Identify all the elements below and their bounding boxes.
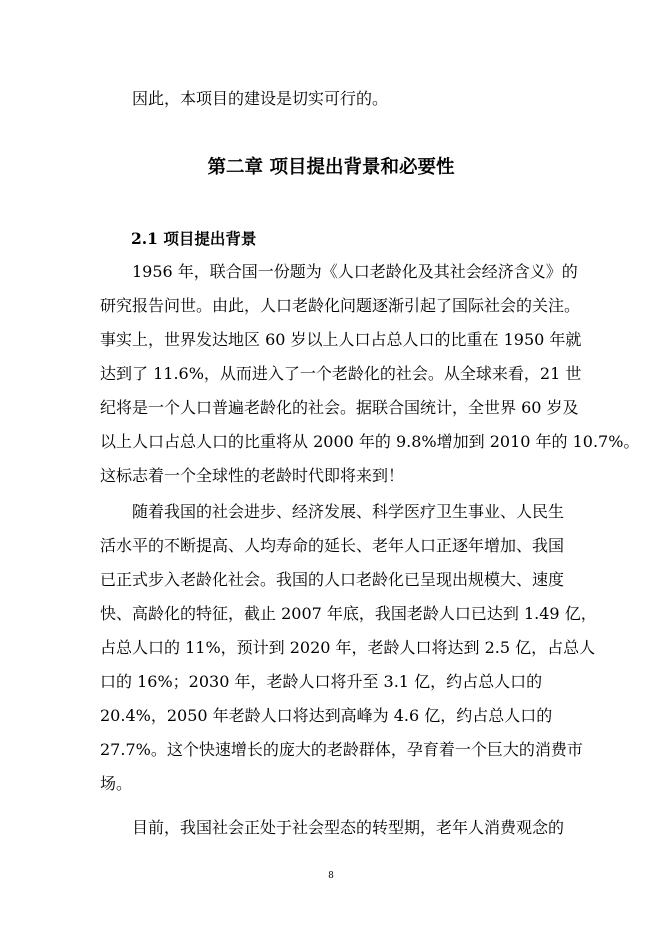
paragraph-line: 口的 16%；2030 年，老龄人口将升至 3.1 亿，约占总人口的 xyxy=(100,672,543,691)
chapter-title: 第二章 项目提出背景和必要性 xyxy=(207,157,455,178)
conclusion-text: 因此，本项目的建设是切实可行的。 xyxy=(132,89,389,108)
paragraph-line: 以上人口占总人口的比重将从 2000 年的 9.8%增加到 2010 年的 10.7%。 xyxy=(100,432,640,451)
paragraph-line: 27.7%。这个快速增长的庞大的老龄群体，孕育着一个巨大的消费市 xyxy=(100,740,583,759)
paragraph-line: 这标志着一个全球性的老龄时代即将来到！ xyxy=(100,466,405,485)
section-title: 2.1 项目提出背景 xyxy=(131,229,257,248)
paragraph-line: 场。 xyxy=(100,774,133,793)
paragraph-line: 研究报告问世。由此，人口老龄化问题逐渐引起了国际社会的关注。 xyxy=(100,296,581,315)
paragraph-line: 纪将是一个人口普遍老龄化的社会。据联合国统计，全世界 60 岁及 xyxy=(100,398,579,417)
paragraph-line: 事实上，世界发达地区 60 岁以上人口占总人口的比重在 1950 年就 xyxy=(100,330,582,349)
paragraph-line: 目前，我国社会正处于社会型态的转型期，老年人消费观念的 xyxy=(132,818,565,837)
paragraph-line: 随着我国的社会进步、经济发展、科学医疗卫生事业、人民生 xyxy=(132,502,565,521)
paragraph-line: 达到了 11.6%，从而进入了一个老龄化的社会。从全球来看，21 世 xyxy=(100,364,582,383)
paragraph-line: 快、高龄化的特征，截止 2007 年底，我国老龄人口已达到 1.49 亿， xyxy=(100,604,597,623)
paragraph-line: 已正式步入老龄化社会。我国的人口老龄化已呈现出规模大、速度 xyxy=(100,570,565,589)
paragraph-line: 20.4%，2050 年老龄人口将达到高峰为 4.6 亿，约占总人口的 xyxy=(100,706,553,725)
paragraph-line: 活水平的不断提高、人均寿命的延长、老年人口正逐年增加、我国 xyxy=(100,536,565,555)
page-number: 8 xyxy=(328,871,334,881)
paragraph-line: 占总人口的 11%，预计到 2020 年，老龄人口将达到 2.5 亿，占总人 xyxy=(100,638,596,657)
paragraph-line: 1956 年，联合国一份题为《人口老龄化及其社会经济含义》的 xyxy=(132,262,578,281)
